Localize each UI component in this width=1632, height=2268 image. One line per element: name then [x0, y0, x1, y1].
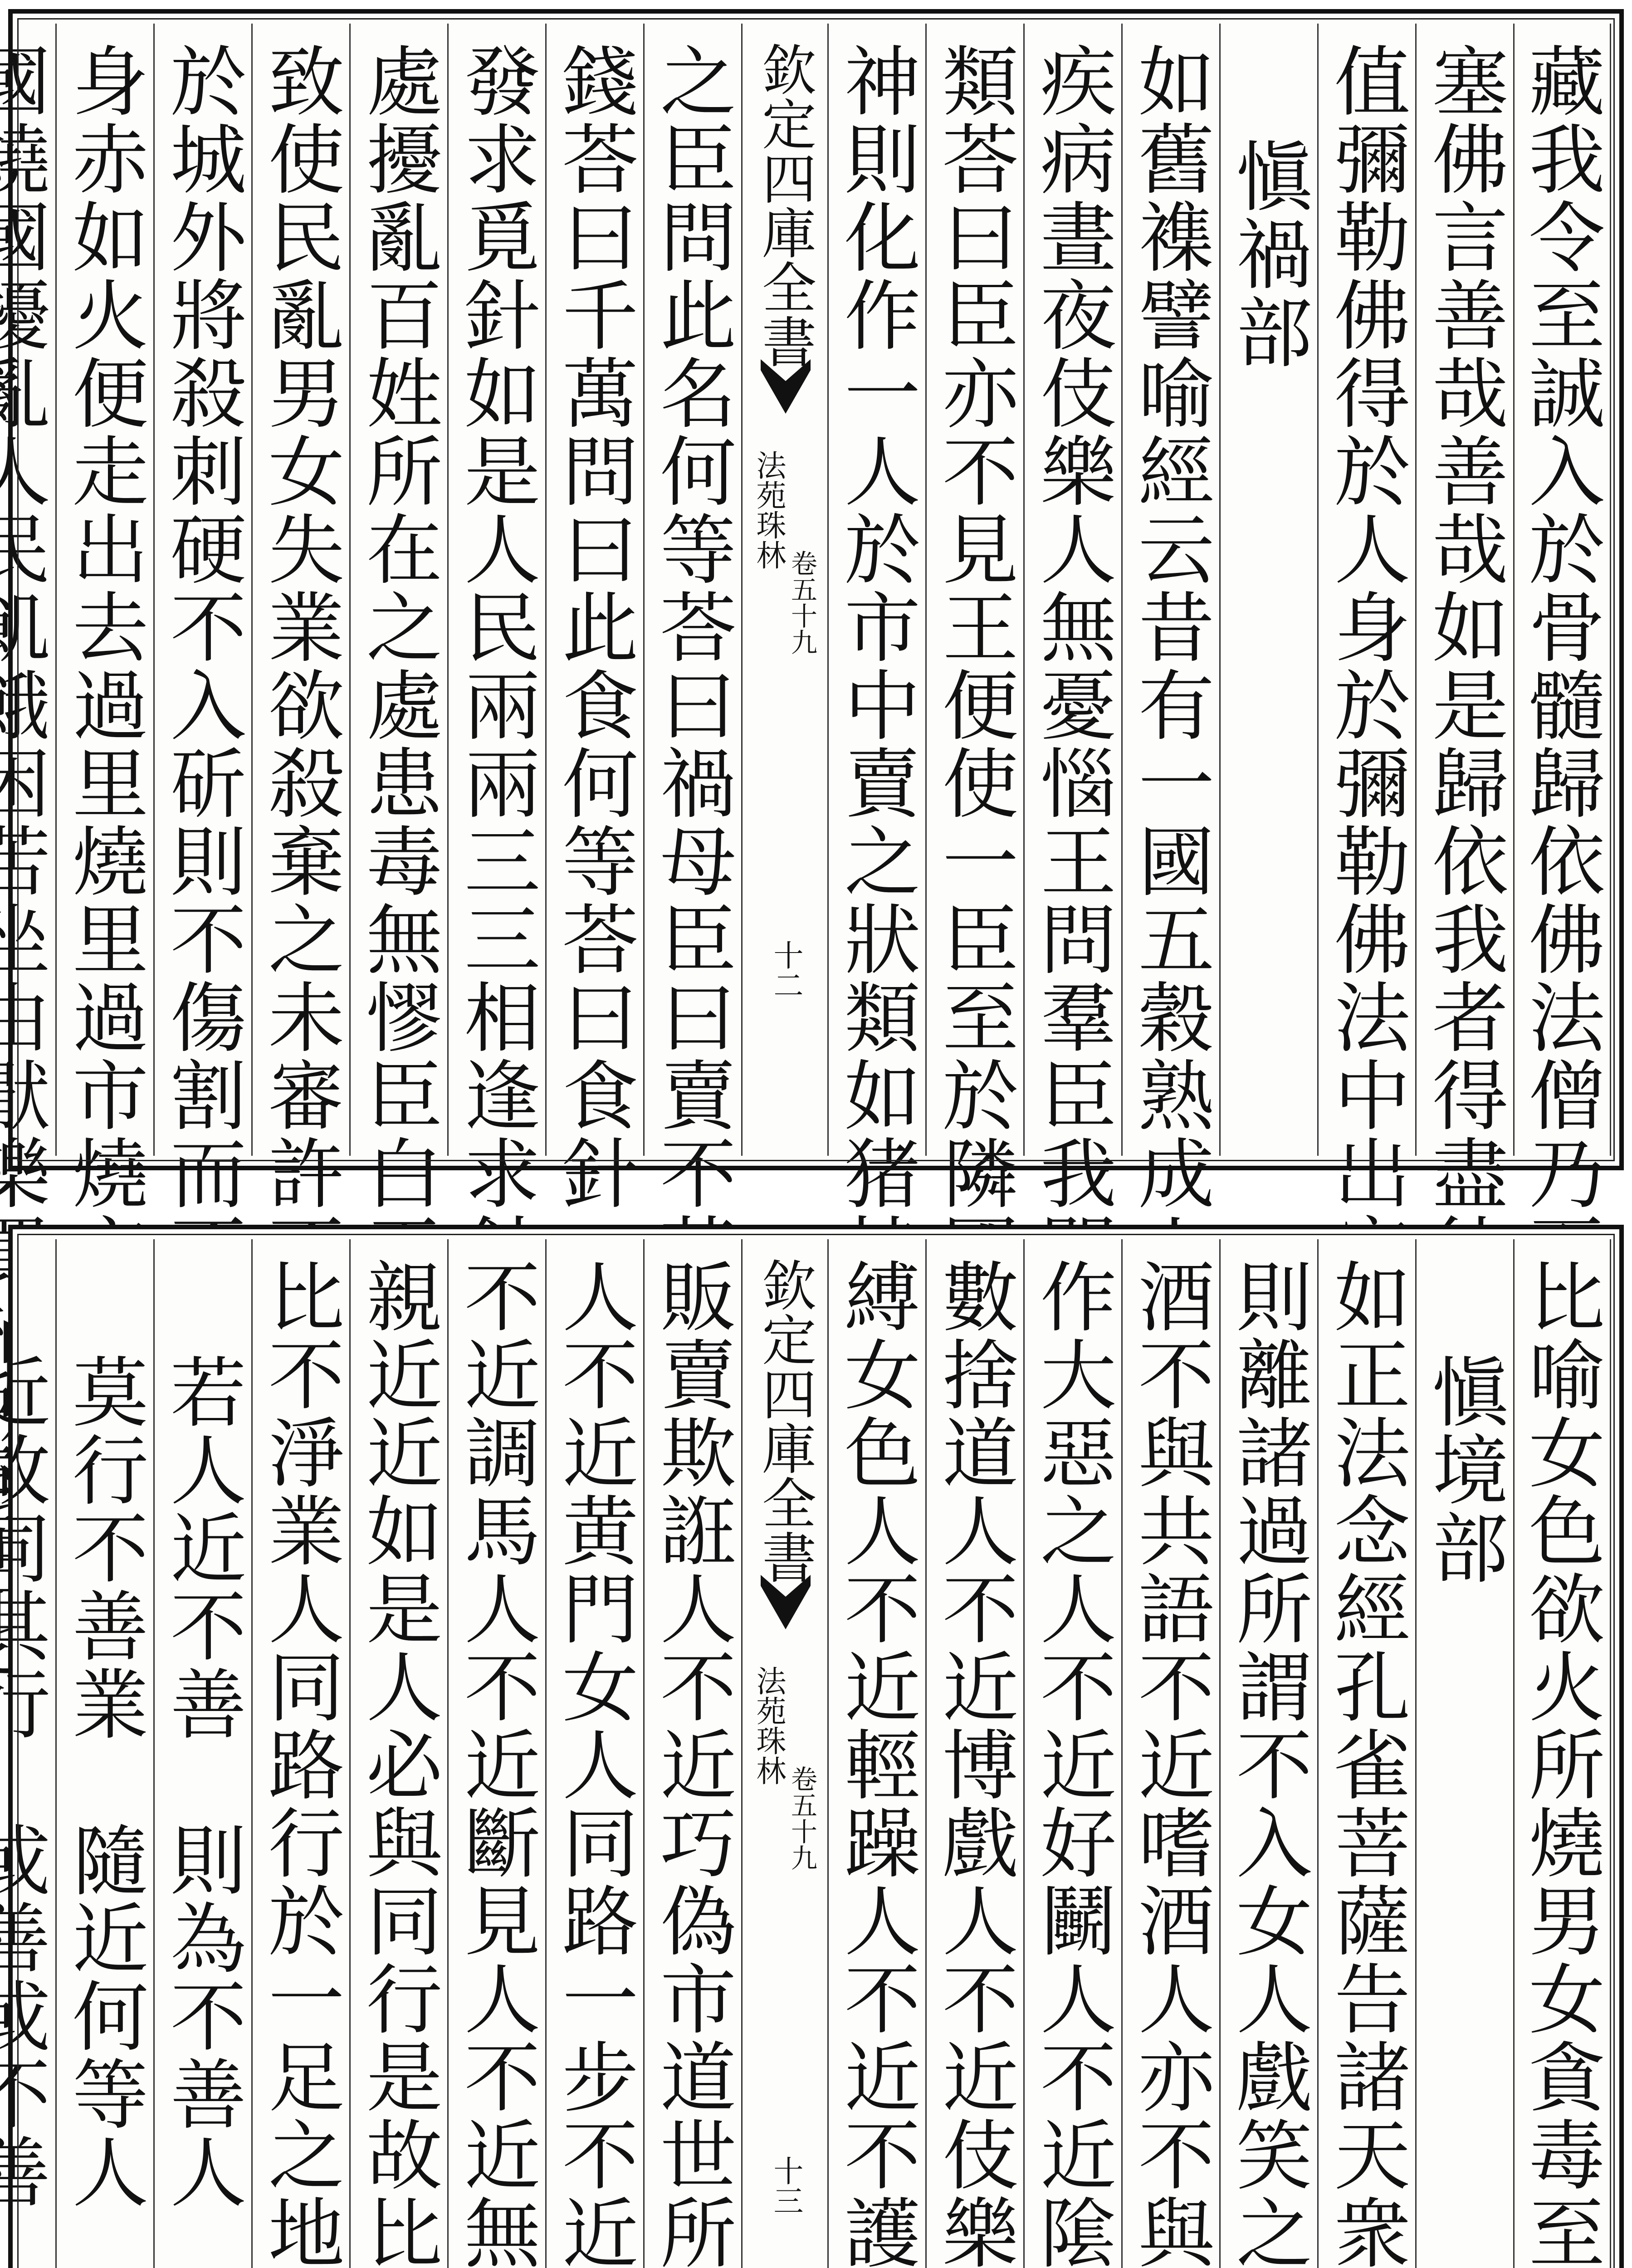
column: [545, 24, 643, 1156]
column-text: 數捨道人不近博戲人不近伎樂人不近小兒不近繫: [927, 1257, 1023, 2268]
column: [925, 24, 1023, 1156]
section-heading: 愼境部: [1417, 1353, 1513, 1587]
column: [349, 24, 447, 1156]
page-number: 十二: [770, 940, 801, 1000]
column-text: 於城外將殺刺硬不入斫則不傷割而不死積薪燒之: [155, 42, 251, 1680]
center-fold: [741, 1239, 827, 2268]
page-number: 十三: [770, 2156, 801, 2215]
column-text: 值彌勒佛得於人身於彌勒佛法中出家證羅漢果: [1319, 42, 1415, 1602]
column-text: 疾病晝夜伎樂人無憂惱王問羣臣我聞天下有禍何: [1025, 42, 1121, 1680]
volume-label: 卷五十九: [788, 550, 816, 655]
column: [643, 1239, 741, 2268]
column-text: 類荅曰臣亦不見王便使一臣至於隣國求覓買之天: [927, 42, 1023, 1680]
column-text: 錢荅曰千萬問曰此食何等荅曰食針一升臣便家家: [547, 42, 643, 1680]
column: [1023, 24, 1121, 1156]
column-text: 如正法念經孔雀菩薩告諸天衆若有比丘畏於惡名: [1319, 1257, 1415, 2268]
column: [1415, 1239, 1513, 2268]
column: [1219, 24, 1317, 1156]
column-text: 縛女色人不近輕躁人不近不護口人不近貪人不近: [829, 1257, 925, 2268]
column-text: 塞佛言善哉善哉如是歸依我者得盡彼業此中死已: [1417, 42, 1513, 1680]
column: [251, 1239, 349, 2268]
column-text: 神則化作一人於市中賣之狀類如猪持鐵鏁繫縛賣: [829, 42, 925, 1680]
verse-line: 近故同其行 或善或不善: [0, 1353, 55, 2268]
column-text: 藏我令至誠入於骨髓歸依佛法僧乃至壽盡作優婆: [1515, 42, 1610, 1680]
text-columns-top: [23, 24, 1609, 1156]
column: [153, 24, 251, 1156]
verse-line: 若人近不善 則為不善人 是故應離惡: [155, 1353, 251, 2268]
column: [1219, 1239, 1317, 2268]
column: [1317, 24, 1415, 1156]
column: [827, 24, 925, 1156]
column: [0, 1239, 55, 2268]
column-text: 發求覓針如是人民兩兩三三相逢求針使諸郡縣處: [449, 42, 545, 1680]
column: [447, 1239, 545, 2268]
column-text: 不近調馬人不近斷見人不近無戒人如是惡人不應: [449, 1257, 545, 2268]
column: [1513, 24, 1611, 1156]
column: [1023, 1239, 1121, 2268]
column: [349, 1239, 447, 2268]
column: [925, 1239, 1023, 2268]
verse-line: 莫行不善業 隨近何等人 數數相親近: [57, 1353, 153, 2268]
column-text: 販賣欺誑人不近巧偽市道世所惡賤人不近掘河池: [645, 1257, 741, 2268]
column: [1513, 1239, 1611, 2268]
column: [251, 24, 349, 1156]
column-text: 作大惡之人不近好鬭人不近隂惡懷毒人不近無恒: [1025, 1257, 1121, 2268]
column-text: 身赤如火便走出去過里燒里過市燒市入城燒城入: [57, 42, 153, 1680]
column-text: 酒不與共語不近嗜酒人亦不與語不近賊人不近先: [1123, 1257, 1219, 2268]
book-series-title: 欽定四庫全書: [743, 42, 827, 368]
column-text: 比不淨業人同路行於一足之地而說頌曰: [253, 1257, 349, 2268]
center-fold: [741, 24, 827, 1156]
column-text: 致使民亂男女失業欲殺棄之未審許不王言大善便: [253, 42, 349, 1680]
column-text: 親近近如是人必與同行是故比丘當畏惡名不應與: [351, 1257, 447, 2268]
page-top: [8, 9, 1624, 1170]
column-text: 處擾亂百姓所在之處患毒無憀臣白王曰雖得禍母: [351, 42, 447, 1680]
column-text: 之臣問此名何等荅曰禍母臣曰賣不荅曰賣問索幾: [645, 42, 741, 1680]
column: [1121, 24, 1219, 1156]
column-text: 則離諸過所謂不入女人戲笑之處不入酒肆不近沽: [1221, 1257, 1317, 2268]
column: [643, 24, 741, 1156]
column-text: 比喻女色欲火所燒男女貪毒至死不知苦也: [1515, 1257, 1610, 2268]
column: [827, 1239, 925, 2268]
column-text: 國燒國擾亂人民飢餓困苦坐由猒樂買禍所致苦也: [0, 42, 55, 1680]
column-text: 人不近黄門女人同路一步不近調象人不近魁膾人: [547, 1257, 643, 2268]
column: [0, 24, 55, 1156]
column: [1415, 24, 1513, 1156]
column: [55, 24, 153, 1156]
book-series-title: 欽定四庫全書: [743, 1257, 827, 1584]
section-heading: 愼禍部: [1221, 137, 1317, 371]
column: [55, 1239, 153, 2268]
volume-label: 卷五十九: [788, 1765, 816, 1871]
column: [545, 1239, 643, 2268]
book-title: 法苑珠林: [752, 450, 784, 570]
column: [1317, 1239, 1415, 2268]
column-text: 如舊襍譬喻經云昔有一國五穀熟成人民安寧無有: [1123, 42, 1219, 1680]
column: [1121, 1239, 1219, 2268]
text-columns-bottom: [23, 1239, 1609, 2268]
book-title: 法苑珠林: [752, 1666, 784, 1785]
page-bottom: [8, 1225, 1624, 2268]
column: [447, 24, 545, 1156]
column: [153, 1239, 251, 2268]
